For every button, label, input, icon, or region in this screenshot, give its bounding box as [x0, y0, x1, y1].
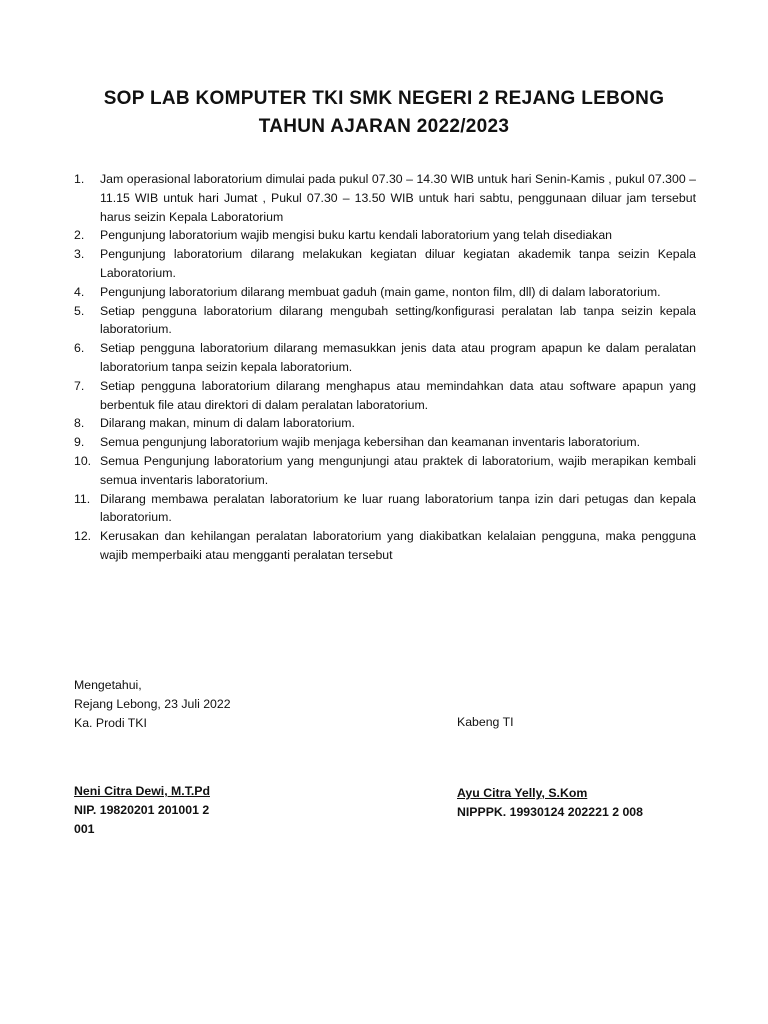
rule-text: Dilarang membawa peralatan laboratorium ke luar ruang laboratorium tanpa izin dari petugas dan kepala laboratorium.	[100, 491, 696, 525]
signature-header-left	[74, 676, 314, 732]
right-signatory-name: Ayu Citra Yelly, S.Kom	[457, 786, 588, 800]
rule-number: 5.	[74, 303, 85, 318]
rule-text: Dilarang makan, minum di dalam laboratorium.	[100, 416, 355, 431]
rule-text: Semua Pengunjung laboratorium yang mengunjungi atau praktek di laboratorium, wajib merapikan kembali semua inventaris laboratorium.	[100, 453, 696, 487]
right-signatory-role: Kabeng TI	[457, 715, 514, 729]
sop-rule-list	[74, 170, 696, 565]
mengetahui-label: Mengetahui,	[74, 678, 142, 692]
rule-text: Pengunjung laboratorium wajib mengisi buku kartu kendali laboratorium yang telah disediakan	[100, 228, 612, 243]
rule-number: 4.	[74, 284, 85, 299]
rule-number: 9.	[74, 435, 85, 450]
rule-text: Setiap pengguna laboratorium dilarang mengubah setting/konfigurasi peralatan lab tanpa seizin kepala laboratorium.	[100, 303, 696, 337]
rule-item-9	[74, 433, 696, 452]
right-signatory-nip: NIPPPK. 19930124 202221 2 008	[457, 804, 643, 819]
rule-number: 1.	[74, 172, 85, 186]
rule-item-12	[74, 527, 696, 565]
rule-number: 7.	[74, 378, 85, 393]
rule-number: 3.	[74, 247, 85, 262]
rule-item-10	[74, 452, 696, 490]
left-signatory-nip: NIP. 19820201 201001 2 001	[74, 802, 210, 836]
document-title-line-1: SOP LAB KOMPUTER TKI SMK NEGERI 2 REJANG LEBONG	[103, 88, 665, 109]
rule-text: Setiap pengguna laboratorium dilarang menghapus atau memindahkan data atau software apapun yang berbentuk file atau direktori di dalam peralatan laboratorium.	[100, 378, 696, 412]
rule-text: Pengunjung laboratorium dilarang membuat gaduh (main game, nonton film, dll) di dalam laboratorium.	[100, 284, 661, 299]
rule-text: Semua pengunjung laboratorium wajib menjaga kebersihan dan keamanan inventaris laboratorium.	[100, 435, 641, 450]
rule-number: 2.	[74, 228, 85, 243]
rule-item-11	[74, 490, 696, 528]
left-signatory-role: Ka. Prodi TKI	[74, 715, 147, 730]
rule-text: Setiap pengguna laboratorium dilarang memasukkan jenis data atau program apapun ke dalam peralatan laboratorium tanpa seizin kepala laboratorium.	[100, 341, 696, 374]
rule-item-6	[74, 339, 696, 377]
rule-number: 10.	[74, 453, 92, 468]
rule-item-8	[74, 414, 696, 433]
rule-number: 6.	[74, 341, 85, 356]
rule-text: Kerusakan dan kehilangan peralatan laboratorium yang diakibatkan kelalaian pengguna, maka pengguna wajib memperbaiki atau mengganti peralatan tersebut	[100, 529, 696, 562]
rule-text: Pengunjung laboratorium dilarang melakukan kegiatan diluar kegiatan akademik tanpa seizin Kepala Laboratorium.	[100, 247, 696, 280]
rule-item-3	[74, 245, 696, 283]
rule-number: 11.	[74, 491, 91, 506]
right-signatory	[457, 784, 717, 822]
rule-item-7	[74, 377, 696, 415]
rule-item-2	[74, 226, 696, 245]
rule-number: 12.	[74, 529, 92, 544]
left-signatory	[74, 782, 314, 838]
rule-number: 8.	[74, 416, 85, 431]
rule-item-5	[74, 302, 696, 340]
place-date: Rejang Lebong, 23 Juli 2022	[74, 696, 231, 711]
left-signatory-name: Neni Citra Dewi, M.T.Pd	[74, 784, 210, 798]
rule-item-4	[74, 283, 696, 302]
document-title-line-2: TAHUN AJARAN 2022/2023	[258, 116, 510, 137]
rule-item-1	[74, 170, 696, 226]
rule-text: Jam operasional laboratorium dimulai pada pukul 07.30 – 14.30 WIB untuk hari Senin-Kamis , pukul 07.300 – 11.15 WIB untuk hari Jumat , Pukul 07.30 – 13.50 WIB untuk hari sabtu, penggunaan diluar jam tersebut harus seizin Kepala Laboratorium	[100, 172, 696, 224]
